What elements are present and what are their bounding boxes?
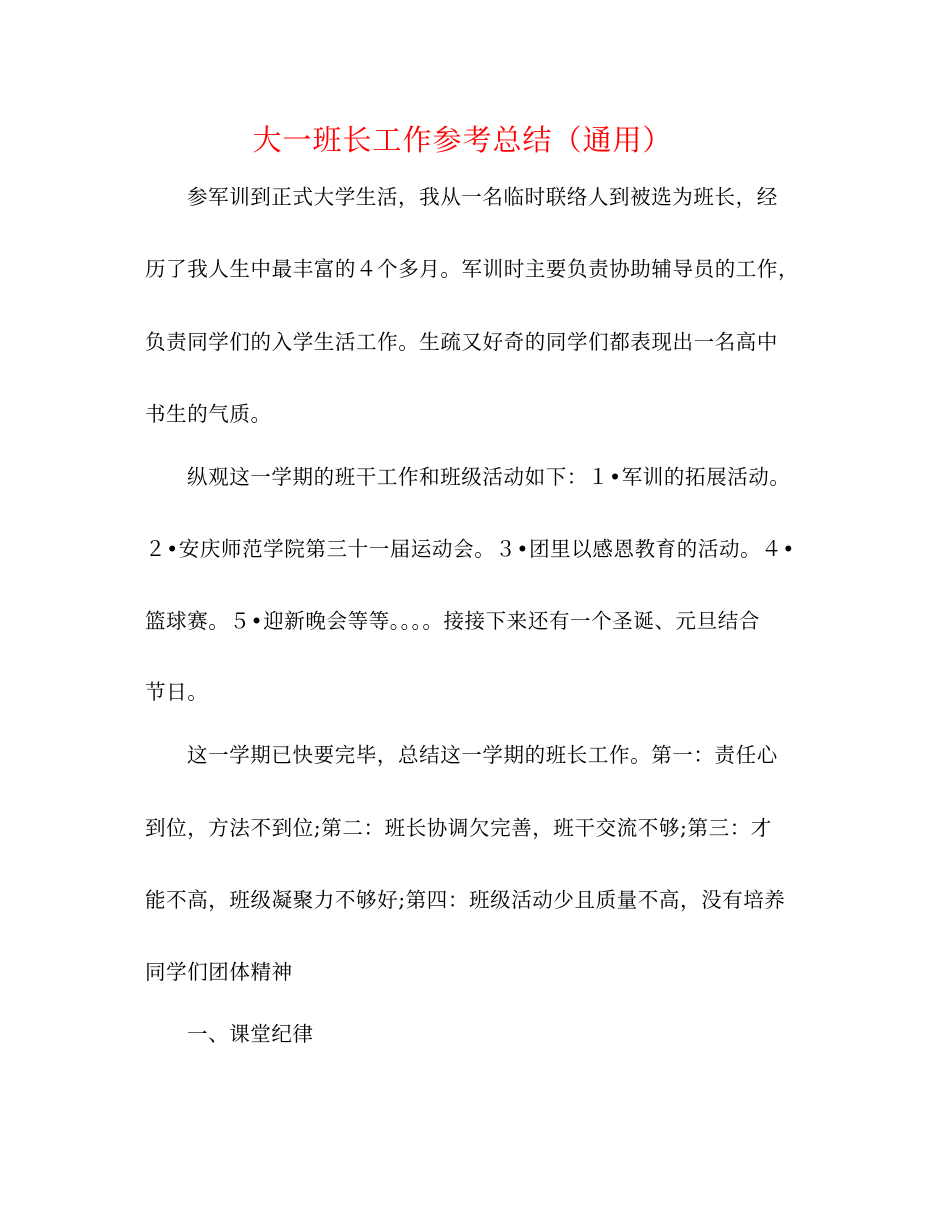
section-heading: 一、课堂纪律 [187, 1022, 314, 1046]
paragraph-3-line-1: 这一学期已快要完毕，总结这一学期的班长工作。第一：责任心 [187, 743, 778, 767]
paragraph-1-line-1: 参军训到正式大学生活，我从一名临时联络人到被选为班长，经 [187, 185, 778, 209]
paragraph-1-line-4: 书生的气质。 [145, 402, 272, 426]
paragraph-3-line-2: 到位，方法不到位;第二：班长协调欠完善，班干交流不够;第三：才 [145, 816, 772, 840]
paragraph-2-line-4: 节日。 [145, 680, 209, 704]
paragraph-3-line-3: 能不高，班级凝聚力不够好;第四：班级活动少且质量不高，没有培养 [145, 888, 786, 912]
paragraph-2-line-1: 纵观这一学期的班干工作和班级活动如下：１•军训的拓展活动。 [187, 465, 791, 489]
paragraph-1-line-2: 历了我人生中最丰富的４个多月。军训时主要负责协助辅导员的工作， [145, 257, 800, 281]
document-title: 大一班长工作参考总结（通用） [252, 123, 673, 157]
paragraph-3-line-4: 同学们团体精神 [145, 960, 293, 984]
paragraph-1-line-3: 负责同学们的入学生活工作。生疏又好奇的同学们都表现出一名高中 [145, 330, 778, 354]
paragraph-2-line-2: ２•安庆师范学院第三十一届运动会。３•团里以感恩教育的活动。４• [145, 537, 795, 561]
paragraph-2-line-3: 篮球赛。５•迎新晚会等等。。。。接接下来还有一个圣诞、元旦结合 [145, 609, 760, 633]
